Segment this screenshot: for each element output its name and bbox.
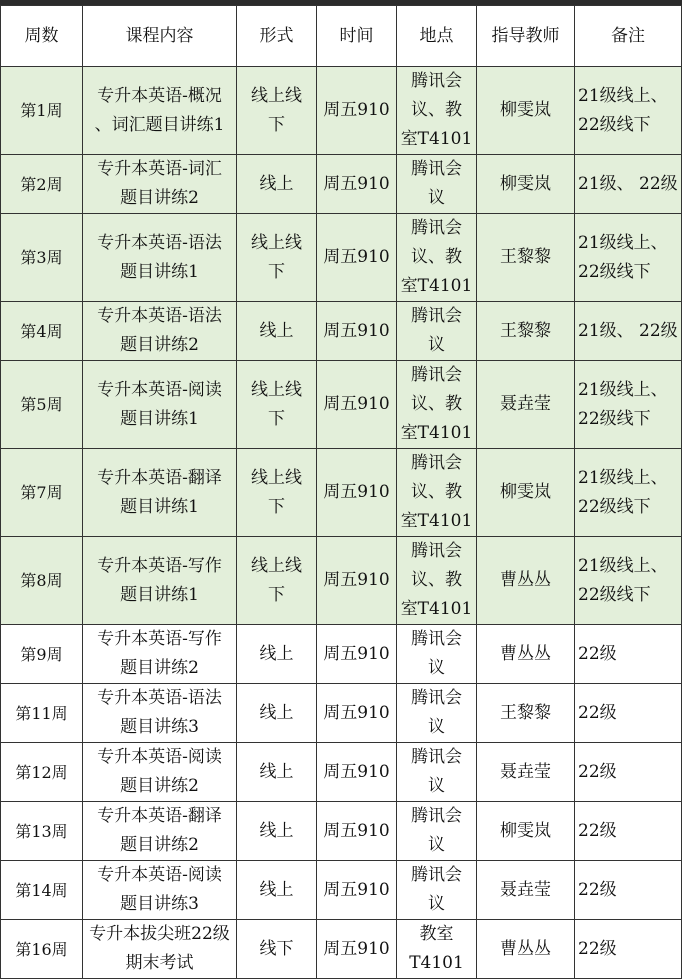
cell-teacher: 柳雯岚 bbox=[477, 802, 575, 861]
cell-content-line: 专升本英语-翻译 bbox=[97, 806, 222, 826]
cell-content-line: 题目讲练2 bbox=[120, 335, 199, 355]
cell-form-line: 线上线 bbox=[251, 467, 302, 488]
cell-place-line: 室T4101 bbox=[400, 511, 473, 531]
cell-place-line: 腾讯会 bbox=[411, 629, 462, 649]
cell-form-line: 线上线 bbox=[251, 232, 302, 253]
cell-note-line: 22级线下 bbox=[578, 261, 651, 282]
cell-content-line: 题目讲练1 bbox=[120, 408, 199, 429]
cell-content-line: 题目讲练2 bbox=[120, 188, 199, 208]
cell-note bbox=[575, 625, 682, 684]
cell-place-line: 室T4101 bbox=[400, 599, 473, 619]
cell-content-line: 专升本英语-写作 bbox=[97, 629, 222, 649]
header-row bbox=[1, 6, 682, 67]
cell-note-line: 21级线上、 bbox=[578, 467, 668, 488]
cell-content bbox=[83, 67, 237, 155]
cell-week: 第14周 bbox=[1, 861, 83, 920]
cell-time: 周五910 bbox=[317, 449, 397, 537]
cell-place bbox=[397, 625, 477, 684]
cell-form bbox=[237, 743, 317, 802]
cell-form-line: 下 bbox=[268, 496, 285, 517]
cell-teacher: 聂垚莹 bbox=[477, 861, 575, 920]
cell-form bbox=[237, 802, 317, 861]
cell-time: 周五910 bbox=[317, 920, 397, 979]
cell-content bbox=[83, 920, 237, 979]
cell-content-line: 专升本英语-阅读 bbox=[97, 747, 222, 767]
cell-time: 周五910 bbox=[317, 684, 397, 743]
cell-place bbox=[397, 920, 477, 979]
table-row bbox=[1, 155, 682, 214]
cell-form-line: 线上线 bbox=[251, 555, 302, 576]
cell-place-line: 腾讯会 bbox=[411, 688, 462, 708]
cell-place-line: 议、教 bbox=[411, 394, 462, 414]
cell-time: 周五910 bbox=[317, 537, 397, 625]
cell-place-line: 议 bbox=[428, 335, 445, 355]
cell-note bbox=[575, 67, 682, 155]
cell-content-line: 专升本英语-词汇 bbox=[97, 159, 222, 179]
cell-place-line: T4101 bbox=[409, 953, 464, 973]
cell-form-line: 线上 bbox=[259, 761, 294, 782]
cell-place-line: 议 bbox=[428, 894, 445, 914]
header-place: 地点 bbox=[397, 6, 477, 67]
header-week: 周数 bbox=[1, 6, 83, 67]
cell-form bbox=[237, 67, 317, 155]
cell-note bbox=[575, 743, 682, 802]
cell-week: 第16周 bbox=[1, 920, 83, 979]
cell-teacher: 柳雯岚 bbox=[477, 67, 575, 155]
cell-note bbox=[575, 214, 682, 302]
cell-week: 第11周 bbox=[1, 684, 83, 743]
cell-teacher: 聂垚莹 bbox=[477, 743, 575, 802]
cell-form-line: 下 bbox=[268, 584, 285, 605]
cell-form bbox=[237, 861, 317, 920]
cell-note-line: 22级 bbox=[578, 938, 617, 959]
cell-content-line: 专升本英语-概况 bbox=[97, 85, 222, 106]
table-body bbox=[1, 67, 682, 979]
cell-form-line: 下 bbox=[268, 261, 285, 282]
cell-place-line: 腾讯会 bbox=[411, 806, 462, 826]
cell-teacher: 柳雯岚 bbox=[477, 449, 575, 537]
cell-teacher: 王黎黎 bbox=[477, 214, 575, 302]
cell-note bbox=[575, 361, 682, 449]
cell-week: 第13周 bbox=[1, 802, 83, 861]
cell-note bbox=[575, 449, 682, 537]
cell-place bbox=[397, 684, 477, 743]
cell-time: 周五910 bbox=[317, 802, 397, 861]
cell-week: 第1周 bbox=[1, 67, 83, 155]
cell-note bbox=[575, 920, 682, 979]
cell-note-line: 22级 bbox=[578, 643, 617, 664]
header-note: 备注 bbox=[575, 6, 682, 67]
cell-week: 第5周 bbox=[1, 361, 83, 449]
cell-content bbox=[83, 214, 237, 302]
cell-content bbox=[83, 861, 237, 920]
cell-form bbox=[237, 155, 317, 214]
cell-time: 周五910 bbox=[317, 361, 397, 449]
cell-note-line: 22级 bbox=[578, 820, 617, 841]
cell-place bbox=[397, 302, 477, 361]
cell-teacher: 曹丛丛 bbox=[477, 920, 575, 979]
cell-week: 第3周 bbox=[1, 214, 83, 302]
cell-note-line: 21级、 22级 bbox=[578, 173, 678, 194]
cell-time: 周五910 bbox=[317, 625, 397, 684]
cell-place-line: 腾讯会 bbox=[411, 365, 462, 385]
cell-content bbox=[83, 802, 237, 861]
cell-teacher: 王黎黎 bbox=[477, 684, 575, 743]
cell-place-line: 腾讯会 bbox=[411, 159, 462, 179]
cell-note-line: 22级 bbox=[578, 879, 617, 900]
cell-content bbox=[83, 361, 237, 449]
cell-note-line: 21级线上、 bbox=[578, 555, 668, 576]
cell-note-line: 22级线下 bbox=[578, 408, 651, 429]
cell-place-line: 议 bbox=[428, 658, 445, 678]
cell-place-line: 腾讯会 bbox=[411, 71, 462, 91]
table-row bbox=[1, 67, 682, 155]
cell-form bbox=[237, 684, 317, 743]
cell-form-line: 线上线 bbox=[251, 379, 302, 400]
cell-place-line: 议、教 bbox=[411, 570, 462, 590]
cell-form bbox=[237, 625, 317, 684]
cell-content-line: 题目讲练1 bbox=[120, 584, 199, 605]
cell-note bbox=[575, 155, 682, 214]
cell-place-line: 议、教 bbox=[411, 100, 462, 120]
cell-week: 第9周 bbox=[1, 625, 83, 684]
cell-content bbox=[83, 684, 237, 743]
table-row bbox=[1, 214, 682, 302]
cell-form-line: 线上 bbox=[259, 643, 294, 664]
cell-place-line: 议 bbox=[428, 776, 445, 796]
cell-content-line: 题目讲练3 bbox=[120, 894, 199, 914]
cell-teacher: 聂垚莹 bbox=[477, 361, 575, 449]
cell-form-line: 线上 bbox=[259, 173, 294, 194]
cell-form-line: 线下 bbox=[259, 938, 294, 959]
cell-place-line: 教室 bbox=[419, 924, 454, 944]
cell-note-line: 22级线下 bbox=[578, 584, 651, 605]
cell-note bbox=[575, 302, 682, 361]
cell-form bbox=[237, 302, 317, 361]
cell-place-line: 腾讯会 bbox=[411, 306, 462, 326]
cell-time: 周五910 bbox=[317, 861, 397, 920]
cell-content bbox=[83, 743, 237, 802]
table-row bbox=[1, 743, 682, 802]
cell-week: 第2周 bbox=[1, 155, 83, 214]
cell-content bbox=[83, 537, 237, 625]
header-form: 形式 bbox=[237, 6, 317, 67]
cell-form-line: 线上 bbox=[259, 702, 294, 723]
cell-week: 第12周 bbox=[1, 743, 83, 802]
cell-time: 周五910 bbox=[317, 214, 397, 302]
cell-place bbox=[397, 214, 477, 302]
cell-time: 周五910 bbox=[317, 302, 397, 361]
cell-content bbox=[83, 449, 237, 537]
cell-note-line: 21级线上、 bbox=[578, 232, 668, 253]
cell-place bbox=[397, 361, 477, 449]
cell-form bbox=[237, 214, 317, 302]
cell-place-line: 腾讯会 bbox=[411, 865, 462, 885]
table-row bbox=[1, 802, 682, 861]
cell-content bbox=[83, 302, 237, 361]
cell-note-line: 22级线下 bbox=[578, 114, 651, 135]
header-content: 课程内容 bbox=[83, 6, 237, 67]
cell-teacher: 柳雯岚 bbox=[477, 155, 575, 214]
cell-teacher: 曹丛丛 bbox=[477, 537, 575, 625]
cell-note bbox=[575, 802, 682, 861]
cell-content-line: 专升本英语-写作 bbox=[97, 555, 222, 576]
cell-place-line: 议、教 bbox=[411, 247, 462, 267]
cell-place-line: 议 bbox=[428, 188, 445, 208]
cell-form-line: 线上 bbox=[259, 820, 294, 841]
cell-place bbox=[397, 67, 477, 155]
table-row bbox=[1, 361, 682, 449]
cell-time: 周五910 bbox=[317, 743, 397, 802]
cell-teacher: 王黎黎 bbox=[477, 302, 575, 361]
cell-place bbox=[397, 449, 477, 537]
table-row bbox=[1, 625, 682, 684]
cell-form bbox=[237, 449, 317, 537]
cell-note-line: 21级线上、 bbox=[578, 379, 668, 400]
cell-place-line: 室T4101 bbox=[400, 129, 473, 149]
cell-content-line: 专升本英语-语法 bbox=[97, 232, 222, 253]
cell-content-line: 题目讲练1 bbox=[120, 261, 199, 282]
cell-form-line: 线上 bbox=[259, 879, 294, 900]
cell-note bbox=[575, 861, 682, 920]
cell-note-line: 21级线上、 bbox=[578, 85, 668, 106]
cell-place-line: 腾讯会 bbox=[411, 541, 462, 561]
cell-place-line: 议 bbox=[428, 717, 445, 737]
cell-time: 周五910 bbox=[317, 155, 397, 214]
table-row bbox=[1, 861, 682, 920]
cell-place bbox=[397, 537, 477, 625]
cell-place bbox=[397, 802, 477, 861]
cell-form-line: 线上线 bbox=[251, 85, 302, 106]
cell-note-line: 22级 bbox=[578, 761, 617, 782]
cell-week: 第4周 bbox=[1, 302, 83, 361]
cell-place bbox=[397, 743, 477, 802]
cell-content bbox=[83, 155, 237, 214]
cell-place-line: 腾讯会 bbox=[411, 218, 462, 238]
table-row bbox=[1, 920, 682, 979]
header-time: 时间 bbox=[317, 6, 397, 67]
cell-content-line: 专升本英语-阅读 bbox=[97, 865, 222, 885]
cell-week: 第8周 bbox=[1, 537, 83, 625]
cell-place-line: 腾讯会 bbox=[411, 453, 462, 473]
cell-note-line: 22级 bbox=[578, 702, 617, 723]
cell-form-line: 下 bbox=[268, 408, 285, 429]
cell-content-line: 、词汇题目讲练1 bbox=[94, 114, 225, 135]
cell-content-line: 题目讲练1 bbox=[120, 496, 199, 517]
cell-place-line: 室T4101 bbox=[400, 276, 473, 296]
schedule-table bbox=[0, 5, 682, 979]
cell-place-line: 议 bbox=[428, 835, 445, 855]
cell-content-line: 期末考试 bbox=[125, 953, 194, 973]
cell-content-line: 专升本英语-翻译 bbox=[97, 467, 222, 488]
cell-note-line: 22级线下 bbox=[578, 496, 651, 517]
table-row bbox=[1, 684, 682, 743]
cell-time: 周五910 bbox=[317, 67, 397, 155]
cell-content-line: 专升本英语-语法 bbox=[97, 306, 222, 326]
cell-place-line: 室T4101 bbox=[400, 423, 473, 443]
cell-content-line: 题目讲练2 bbox=[120, 835, 199, 855]
cell-content-line: 专升本英语-语法 bbox=[97, 688, 222, 708]
cell-content-line: 题目讲练2 bbox=[120, 776, 199, 796]
cell-form bbox=[237, 920, 317, 979]
cell-place bbox=[397, 155, 477, 214]
cell-content bbox=[83, 625, 237, 684]
header-teacher: 指导教师 bbox=[477, 6, 575, 67]
cell-place bbox=[397, 861, 477, 920]
cell-form bbox=[237, 361, 317, 449]
cell-place-line: 议、教 bbox=[411, 482, 462, 502]
cell-content-line: 专升本拔尖班22级 bbox=[89, 924, 230, 944]
cell-content-line: 题目讲练2 bbox=[120, 658, 199, 678]
cell-content-line: 题目讲练3 bbox=[120, 717, 199, 737]
cell-place-line: 腾讯会 bbox=[411, 747, 462, 767]
cell-content-line: 专升本英语-阅读 bbox=[97, 379, 222, 400]
cell-note bbox=[575, 537, 682, 625]
cell-form-line: 线上 bbox=[259, 320, 294, 341]
cell-form-line: 下 bbox=[268, 114, 285, 135]
cell-week: 第7周 bbox=[1, 449, 83, 537]
cell-form bbox=[237, 537, 317, 625]
table-row bbox=[1, 302, 682, 361]
table-row bbox=[1, 449, 682, 537]
table-row bbox=[1, 537, 682, 625]
cell-teacher: 曹丛丛 bbox=[477, 625, 575, 684]
cell-note-line: 21级、 22级 bbox=[578, 320, 678, 341]
cell-note bbox=[575, 684, 682, 743]
